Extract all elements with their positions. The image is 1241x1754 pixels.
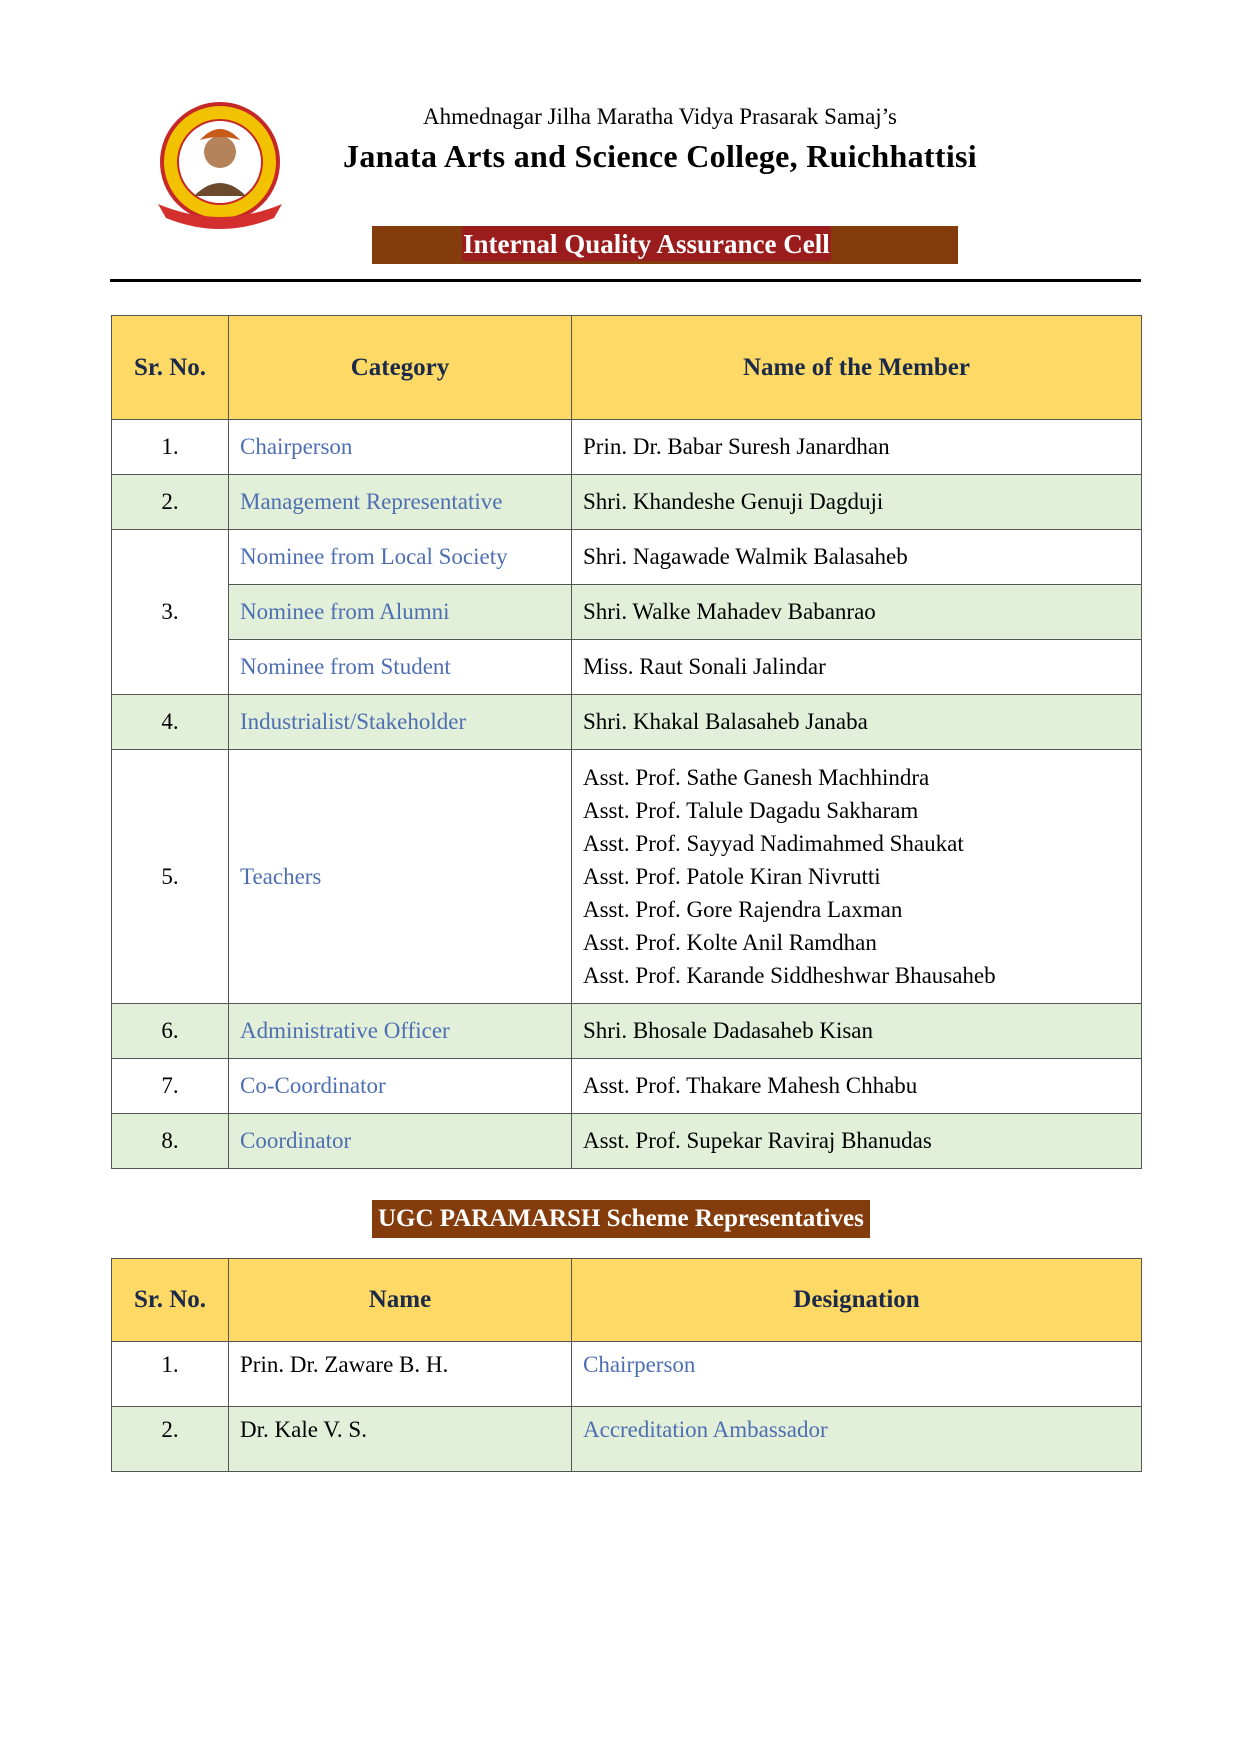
category: Teachers bbox=[229, 750, 572, 1004]
iqac-members-table bbox=[111, 315, 1142, 1169]
header-divider bbox=[110, 279, 1141, 282]
member-name: Shri. Walke Mahadev Babanrao bbox=[572, 585, 1142, 640]
sr-no: 5. bbox=[112, 750, 229, 1004]
category: Industrialist/Stakeholder bbox=[229, 695, 572, 750]
category: Nominee from Alumni bbox=[229, 585, 572, 640]
category: Administrative Officer bbox=[229, 1004, 572, 1059]
table-row bbox=[112, 1407, 1142, 1472]
table-row bbox=[112, 1114, 1142, 1169]
sr-no: 1. bbox=[112, 420, 229, 475]
column-header-category: Category bbox=[229, 316, 572, 420]
table-row bbox=[112, 1342, 1142, 1407]
table-row bbox=[112, 1004, 1142, 1059]
member-name: Asst. Prof. Thakare Mahesh Chhabu bbox=[572, 1059, 1142, 1114]
category: Nominee from Student bbox=[229, 640, 572, 695]
member-name: Prin. Dr. Babar Suresh Janardhan bbox=[572, 420, 1142, 475]
category: Chairperson bbox=[229, 420, 572, 475]
designation: Chairperson bbox=[572, 1342, 1142, 1407]
sr-no: 1. bbox=[112, 1342, 229, 1407]
sr-no: 2. bbox=[112, 1407, 229, 1472]
column-header-designation: Designation bbox=[572, 1259, 1142, 1342]
teachers-list bbox=[572, 750, 1142, 1004]
college-emblem-logo bbox=[150, 100, 290, 235]
member-name: Asst. Prof. Supekar Raviraj Bhanudas bbox=[572, 1114, 1142, 1169]
table-row bbox=[112, 1059, 1142, 1114]
sr-no: 4. bbox=[112, 695, 229, 750]
sr-no: 8. bbox=[112, 1114, 229, 1169]
ugc-banner: UGC PARAMARSH Scheme Representatives bbox=[372, 1200, 870, 1238]
table-row bbox=[112, 585, 1142, 640]
category: Nominee from Local Society bbox=[229, 530, 572, 585]
member-name: Asst. Prof. Patole Kiran Nivrutti bbox=[583, 864, 881, 889]
member-name: Asst. Prof. Sayyad Nadimahmed Shaukat bbox=[583, 831, 964, 856]
member-name: Shri. Khakal Balasaheb Janaba bbox=[572, 695, 1142, 750]
representative-name: Dr. Kale V. S. bbox=[229, 1407, 572, 1472]
table-row bbox=[112, 640, 1142, 695]
member-name: Shri. Khandeshe Genuji Dagduji bbox=[572, 475, 1142, 530]
table-row bbox=[112, 695, 1142, 750]
representative-name: Prin. Dr. Zaware B. H. bbox=[229, 1342, 572, 1407]
category: Management Representative bbox=[229, 475, 572, 530]
sr-no: 3. bbox=[112, 530, 229, 695]
table-header-row bbox=[112, 316, 1142, 420]
college-name: Janata Arts and Science College, Ruichhattisi bbox=[343, 138, 977, 174]
member-name: Miss. Raut Sonali Jalindar bbox=[572, 640, 1142, 695]
column-header-name: Name bbox=[229, 1259, 572, 1342]
sr-no: 6. bbox=[112, 1004, 229, 1059]
member-name: Asst. Prof. Gore Rajendra Laxman bbox=[583, 897, 903, 922]
iqac-banner: Internal Quality Assurance Cell bbox=[462, 226, 831, 261]
table-row bbox=[112, 420, 1142, 475]
member-name: Asst. Prof. Karande Siddheshwar Bhausaheb bbox=[583, 963, 996, 988]
ugc-representatives-table bbox=[111, 1258, 1142, 1472]
designation: Accreditation Ambassador bbox=[572, 1407, 1142, 1472]
sr-no: 2. bbox=[112, 475, 229, 530]
sr-no: 7. bbox=[112, 1059, 229, 1114]
category: Coordinator bbox=[229, 1114, 572, 1169]
member-name: Asst. Prof. Sathe Ganesh Machhindra bbox=[583, 765, 930, 790]
member-name: Asst. Prof. Kolte Anil Ramdhan bbox=[583, 930, 877, 955]
table-row bbox=[112, 530, 1142, 585]
table-header-row bbox=[112, 1259, 1142, 1342]
column-header-sr-no: Sr. No. bbox=[112, 1259, 229, 1342]
category: Co-Coordinator bbox=[229, 1059, 572, 1114]
table-row bbox=[112, 475, 1142, 530]
member-name: Asst. Prof. Talule Dagadu Sakharam bbox=[583, 798, 919, 823]
member-name: Shri. Nagawade Walmik Balasaheb bbox=[572, 530, 1142, 585]
member-name: Shri. Bhosale Dadasaheb Kisan bbox=[572, 1004, 1142, 1059]
organization-name: Ahmednagar Jilha Maratha Vidya Prasarak Samaj’s bbox=[422, 104, 898, 129]
column-header-sr-no: Sr. No. bbox=[112, 316, 229, 420]
column-header-member: Name of the Member bbox=[572, 316, 1142, 420]
table-row bbox=[112, 750, 1142, 1004]
